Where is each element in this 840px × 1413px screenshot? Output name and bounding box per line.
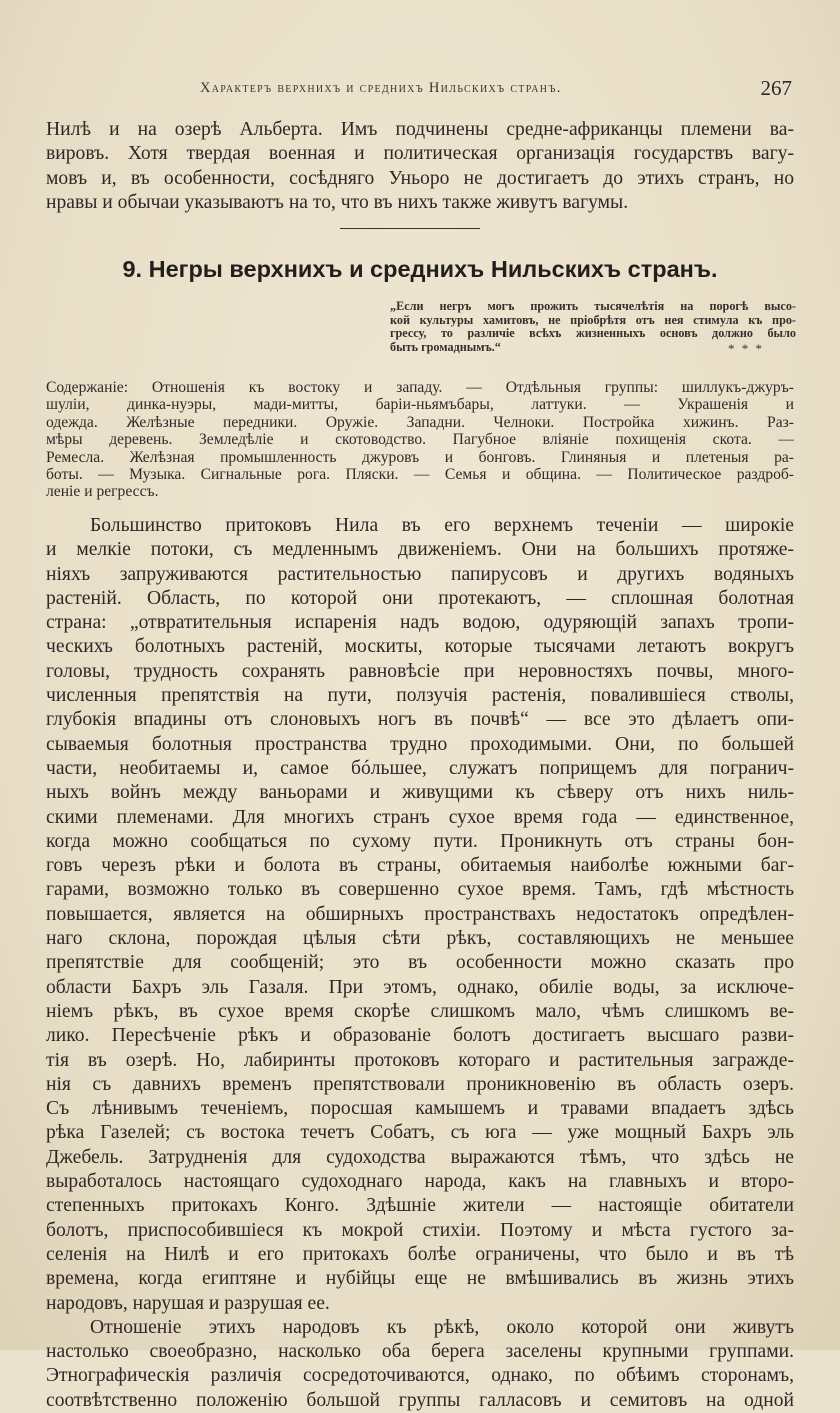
text-line: ніяхъ запруживаются растительностью папирусовъ и другихъ водяныхъ [46, 563, 794, 585]
page-header [200, 76, 792, 104]
text-line: времена, когда египтяне и нубійцы еще не вмѣшивались въ жизнь этихъ [46, 1268, 794, 1290]
epigraph-line: кой культуры хамитовъ, не пріобрѣтя отъ нея стимула къ про- [390, 312, 796, 327]
intro-paragraph [46, 118, 794, 215]
text-line: рѣка Газелей; съ востока течетъ Собатъ, съ юга — уже мощный Бахръ эль [46, 1122, 794, 1144]
text-line: болотъ, приспособившіеся къ мокрой стихіи. Поэтому и мѣста густого за- [46, 1219, 794, 1241]
text-line: лико. Пересѣченіе рѣкъ и образованіе болотъ достигаетъ высшаго разви- [46, 1025, 794, 1047]
text-line: вировъ. Хотя твердая военная и политическая организація государствъ вагу- [46, 143, 794, 165]
text-line: говъ черезъ рѣки и болота въ страны, обитаемыя наиболѣе южными баг- [46, 855, 794, 877]
text-line: ніемъ рѣкъ, въ сухое время скорѣе слишкомъ мало, чѣмъ слишкомъ ве- [46, 1000, 794, 1022]
text-line: Джебель. Затрудненія для судоходства выражаются тѣмъ, что здѣсь не [46, 1146, 794, 1168]
text-line: повышается, является на обширныхъ пространствахъ недостатокъ опредѣлен- [46, 903, 794, 925]
text-line: ныхъ войнъ между ваньорами и живущими къ сѣверу отъ нихъ ниль- [46, 782, 794, 804]
text-line: соотвѣтственно положенію большой группы галласовъ и семитовъ на одной [46, 1389, 794, 1411]
text-line: селенія на Нилѣ и его притокахъ болѣе ограничены, что было и въ тѣ [46, 1243, 794, 1265]
text-line: нравы и обычаи указываютъ на то, что въ нихъ также живутъ вагумы. [46, 191, 629, 213]
section-heading: 9. Негры верхнихъ и среднихъ Нильскихъ странъ. [122, 256, 718, 282]
text-line: выработалось настоящаго судоходнаго народа, какъ на главныхъ и второ- [46, 1171, 794, 1193]
text-line: Отношеніе этихъ народовъ къ рѣкѣ, около которой они живутъ [90, 1316, 794, 1338]
text-line: сываемыя болотныя пространства трудно проходимыми. Они, по большей [46, 733, 794, 755]
text-line: скими племенами. Для многихъ странъ сухое время года — единственное, [46, 806, 794, 828]
text-line: Съ лѣнивымъ теченіемъ, поросшая камышемъ и травами впадаетъ здѣсь [46, 1098, 794, 1120]
contents-line: шуліи, динка-нуэры, мади-митты, баріи-ньямъбары, латтуки. — Украшенія и [46, 396, 794, 414]
text-line: нія съ давнихъ временъ препятствовали проникновенію въ область озеръ. [46, 1073, 794, 1095]
text-line: растеній. Область, по которой они протекаютъ, — сплошная болотная [46, 587, 794, 609]
contents-line: леніе и регрессъ. [46, 483, 159, 501]
epigraph [390, 300, 796, 354]
chapter-contents [46, 379, 794, 501]
text-line: и мелкіе потоки, съ медленнымъ движеніемъ. Они на большихъ протяже- [46, 539, 794, 561]
contents-line: одежда. Желѣзные передники. Оружіе. Западни. Челноки. Постройка хижинъ. Раз- [46, 413, 794, 431]
text-line: Этнографическія различія сосредоточиваются, однако, по обѣимъ сторонамъ, [46, 1365, 794, 1387]
epigraph-line: быть громаднымъ.“ [390, 339, 501, 354]
contents-line: мѣры деревень. Земледѣліе и скотоводство. Пагубное вліяніе похищенія скота. — [46, 431, 794, 449]
text-line: наго склона, порождая цѣлыя сѣти рѣкъ, составляющихъ не меньшее [46, 928, 794, 950]
text-line: степенныхъ притокахъ Конго. Здѣшніе жители — настоящіе обитатели [46, 1195, 794, 1217]
page-number: 267 [760, 76, 792, 100]
contents-line: Ремесла. Желѣзная промышленность джуровъ и бонговъ. Глиняныя и плетеныя ра- [46, 448, 794, 466]
running-title: Характеръ верхнихъ и среднихъ Нильскихъ странъ. [200, 80, 562, 96]
epigraph-author-mark: * * * [728, 341, 764, 356]
text-line: когда можно сообщаться по сухому пути. Проникнуть отъ страны бон- [46, 830, 794, 852]
text-line: глубокія впадины отъ слоновыхъ ногъ въ почвѣ“ — все это дѣлаетъ опи- [46, 709, 794, 731]
text-line: Нилѣ и на озерѣ Альберта. Имъ подчинены средне-африканцы племени ва- [46, 119, 794, 140]
text-line: части, необитаемы и, самое бóльшее, служатъ поприщемъ для погранич- [46, 757, 794, 779]
text-line: гарами, возможно только въ совершенно сухое время. Тамъ, гдѣ мѣстность [46, 879, 794, 901]
text-line: страна: „отвратительныя испаренія надъ водою, одуряющій запахъ тропи- [46, 612, 794, 634]
text-line: численныя препятствія на пути, ползучія растенія, повалившіеся стволы, [46, 685, 794, 707]
section-divider [340, 228, 480, 229]
epigraph-line: „Если негръ могъ прожить тысячелѣтія на порогѣ высо- [390, 299, 796, 313]
contents-line: боты. — Музыка. Сигнальные рога. Пляски. — Семья и община. — Политическое раздроб- [46, 466, 794, 484]
text-line: области Бахръ эль Газаля. При этомъ, однако, обиліе воды, за исключе- [46, 976, 794, 998]
text-line: головы, трудность сохранять равновѣсіе при неровностяхъ почвы, много- [46, 660, 794, 682]
body-text [46, 514, 794, 1413]
epigraph-line: грессу, то различіе всѣхъ жизненныхъ основъ должно было [390, 326, 796, 341]
text-line: препятствіе для сообщеній; это въ особенности можно сказать про [46, 952, 794, 974]
text-line: народовъ, нарушая и разрушая ее. [46, 1292, 330, 1314]
text-line: мовъ и, въ особенности, сосѣдняго Уньоро не достигаетъ до этихъ странъ, но [46, 167, 794, 189]
text-line: тія въ озерѣ. Но, лабиринты протоковъ котораго и растительныя загражде- [46, 1049, 794, 1071]
text-line: Большинство притоковъ Нила въ его верхнемъ теченіи — широкіе [90, 515, 794, 536]
contents-line: Содержаніе: Отношенія къ востоку и западу. — Отдѣльныя группы: шиллукъ-джуръ- [46, 379, 794, 396]
text-line: ческихъ болотныхъ растеній, москиты, которые тысячами летаютъ вокругъ [46, 636, 794, 658]
text-line: настолько своеобразно, насколько оба берега заселены крупными группами. [46, 1341, 794, 1363]
